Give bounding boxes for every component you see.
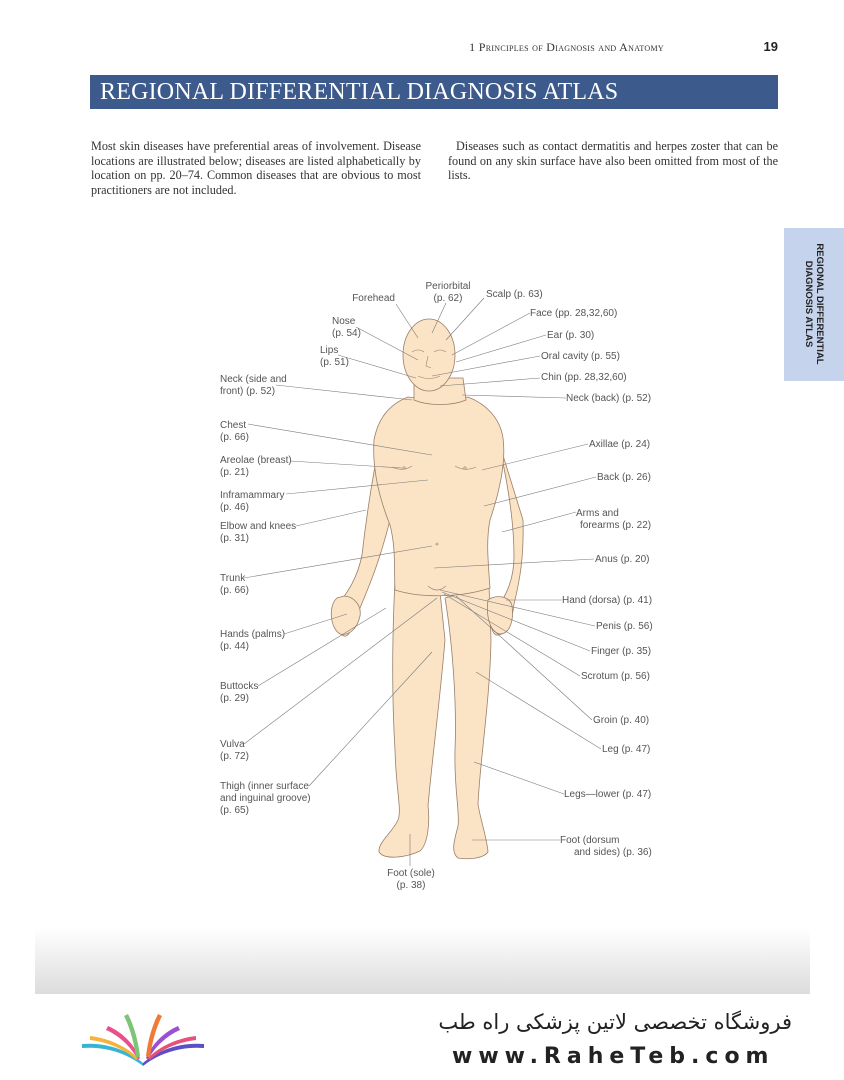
label-buttocks: Buttocks (p. 29) [220,681,259,704]
label-oral-cavity: Oral cavity (p. 55) [541,351,620,362]
label-chin: Chin (pp. 28,32,60) [541,372,627,383]
label-anus: Anus (p. 20) [595,554,650,565]
label-back: Back (p. 26) [597,472,651,483]
label-hands-palms: Hands (palms) (p. 44) [220,629,286,652]
label-trunk: Trunk (p. 66) [220,573,249,596]
intro-paragraph-right: Diseases such as contact dermatitis and herpes zoster that can be found on any skin surface have also been omitted from most of the lists. [448,139,778,182]
label-neck-side: Neck (side and front) (p. 52) [220,374,287,397]
label-axillae: Axillae (p. 24) [589,439,651,450]
label-scrotum: Scrotum (p. 56) [581,671,650,682]
footer-shadow [35,928,810,994]
label-penis: Penis (p. 56) [596,621,653,632]
page-number: 19 [763,39,778,54]
label-vulva: Vulva (p. 72) [220,739,249,762]
label-foot-sole: Foot (sole) (p. 38) [387,868,435,891]
label-face: Face (pp. 28,32,60) [530,308,618,319]
label-foot-dorsum: Foot (dorsum and sides) (p. 36) [560,835,652,858]
label-ear: Ear (p. 30) [547,330,595,341]
label-leg: Leg (p. 47) [602,744,651,755]
intro-paragraph-left: Most skin diseases have preferential areas of involvement. Disease locations are illustrated below; diseases are listed alphabetically by location on pp. 20–74. Common diseases that are obvious to most practitioners are not included. [91,139,421,197]
label-arms: Arms and forearms (p. 22) [576,508,652,531]
label-elbow-knees: Elbow and knees (p. 31) [220,521,297,544]
label-groin: Groin (p. 40) [593,715,650,726]
side-tab-label: REGIONAL DIFFERENTIAL DIAGNOSIS ATLAS [803,243,825,365]
label-areolae: Areolae (breast) (p. 21) [220,455,292,478]
human-body-illustration [331,319,523,859]
page-title: REGIONAL DIFFERENTIAL DIAGNOSIS ATLAS [100,79,619,105]
label-lips: Lips (p. 51) [320,345,349,368]
label-scalp: Scalp (p. 63) [486,289,543,300]
label-hand-dorsa: Hand (dorsa) (p. 41) [562,595,653,606]
label-nose: Nose (p. 54) [332,316,361,339]
label-neck-back: Neck (back) (p. 52) [566,393,652,404]
label-forehead: Forehead [352,293,395,304]
label-inframammary: Inframammary (p. 46) [220,490,285,513]
label-legs-lower: Legs—lower (p. 47) [564,789,652,800]
label-periorbital: Periorbital (p. 62) [425,281,471,304]
store-name: فروشگاه تخصصی لاتین پزشکی راه طب [438,1010,792,1034]
label-chest: Chest (p. 66) [220,420,249,443]
label-thigh: Thigh (inner surface and inguinal groove) (p. 65) [220,781,311,816]
label-finger: Finger (p. 35) [591,646,652,657]
store-url[interactable]: www.RaheTeb.com [452,1044,775,1069]
chapter-title: 1 Principles of Diagnosis and Anatomy [469,40,664,54]
book-logo-icon [78,1008,208,1070]
